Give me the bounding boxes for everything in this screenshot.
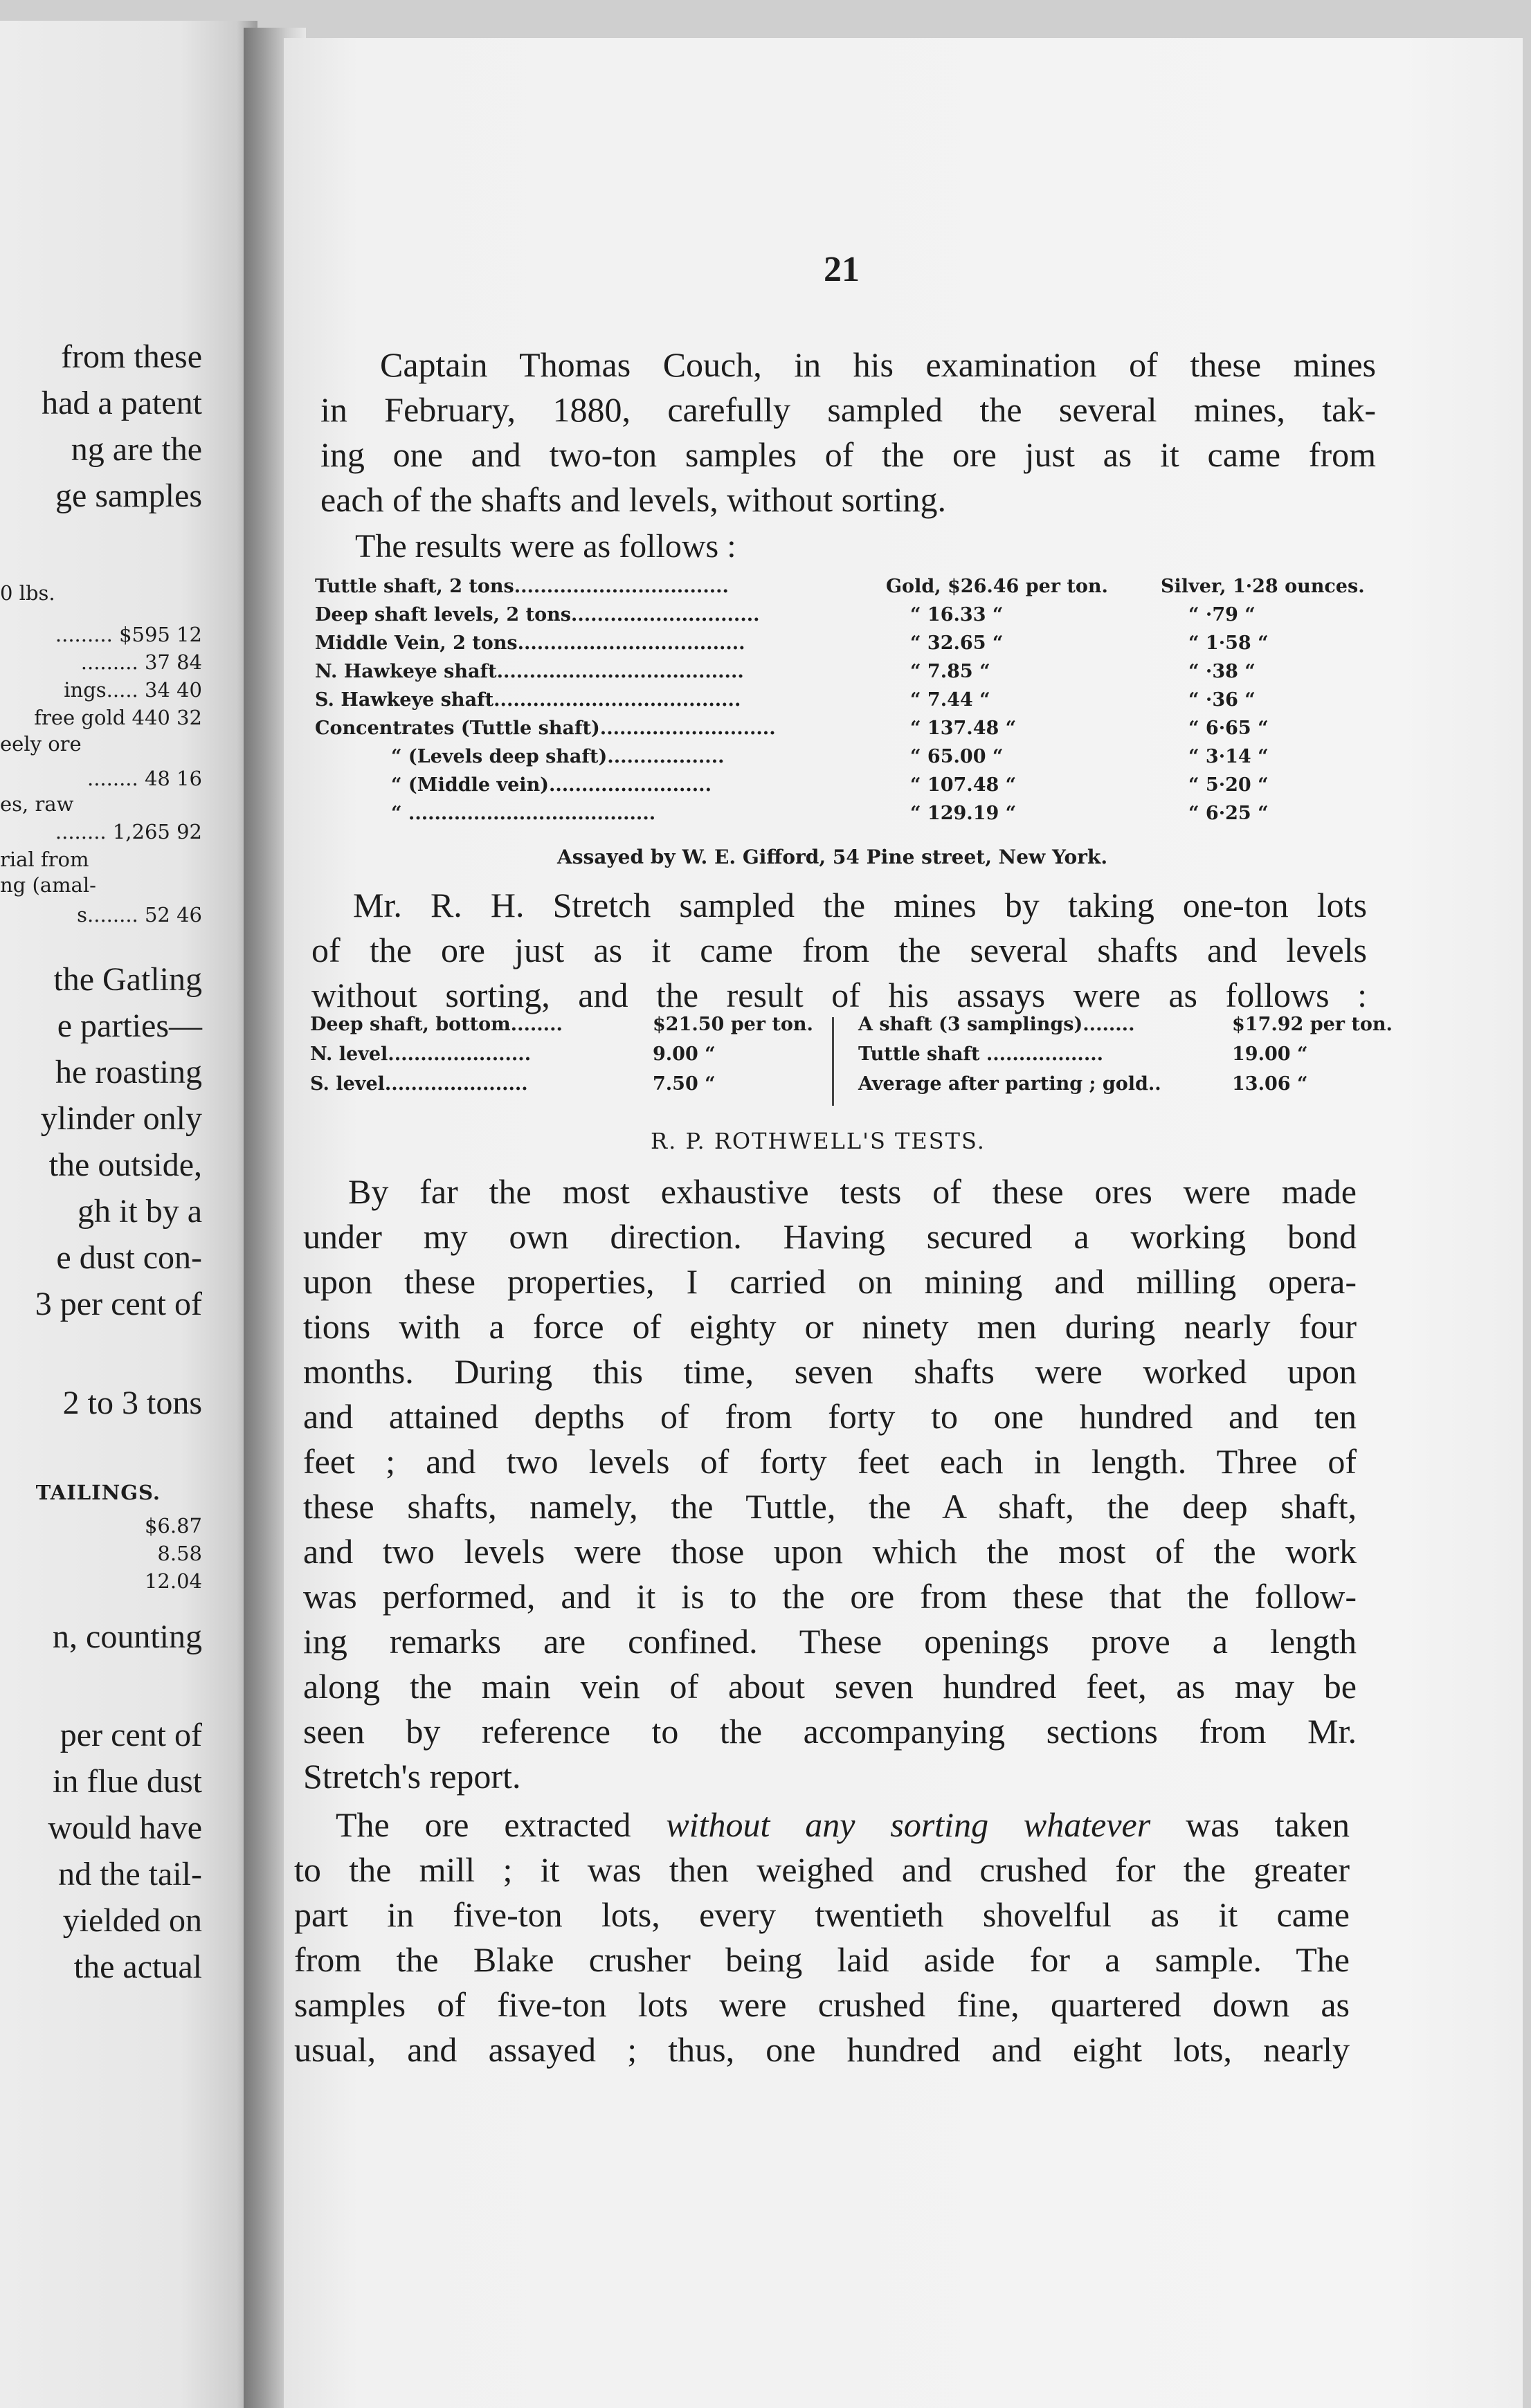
table-row [315, 689, 1381, 717]
text-line: under my own direction. Having secured a working bond [303, 1217, 1357, 1256]
left-page-line: had a patent [42, 385, 202, 421]
stretch-left-sample-name: S. level...................... [310, 1073, 528, 1095]
table-row [315, 604, 1381, 632]
column-divider [832, 1017, 834, 1106]
section-heading: R. P. ROTHWELL'S TESTS. [651, 1128, 986, 1154]
left-page-line: ings..... 34 40 [64, 678, 202, 702]
silver-value: “ ·79 “ [1188, 604, 1256, 626]
left-page-line: per cent of [60, 1717, 202, 1753]
couch-results-table [315, 576, 1381, 852]
text-line: was performed, and it is to the ore from these that the follow- [303, 1577, 1357, 1616]
table-row [315, 661, 1381, 688]
left-page-line: es, raw [0, 792, 74, 816]
sample-name: “ (Middle vein)......................... [391, 774, 712, 796]
text-line: usual, and assayed ; thus, one hundred and eight lots, nearly [294, 2030, 1350, 2069]
page-number: 21 [824, 250, 860, 289]
text-line: of the ore just as it came from the several shafts and levels [311, 931, 1367, 969]
text-line: Captain Thomas Couch, in his examination of these mines [380, 345, 1376, 384]
table-row [315, 718, 1381, 745]
left-page-line: ......... 37 84 [80, 650, 202, 674]
text-line: in February, 1880, carefully sampled the several mines, tak- [320, 390, 1376, 429]
left-page-line: free gold 440 32 [34, 706, 202, 729]
text-line: part in five-ton lots, every twentieth shovelful as it came [294, 1895, 1350, 1934]
left-page-line: ge samples [55, 477, 202, 514]
gold-value: “ 129.19 “ [910, 803, 1017, 824]
left-page-line: the actual [73, 1949, 202, 1985]
assay-caption: Assayed by W. E. Gifford, 54 Pine street, New York. [557, 846, 1108, 868]
silver-value: “ 6·65 “ [1188, 718, 1269, 739]
text-line: and two levels were those upon which the most of the work [303, 1532, 1357, 1571]
text-line: Mr. R. H. Stretch sampled the mines by taking one-ton lots [353, 886, 1367, 924]
text-line: Stretch's report. [303, 1757, 521, 1796]
stretch-right-assay-value: $17.92 per ton. [1232, 1014, 1393, 1035]
sample-name: N. Hawkeye shaft...................................... [315, 661, 744, 682]
stretch-right-sample-name: Tuttle shaft .................. [858, 1043, 1104, 1065]
stretch-right-sample-name: A shaft (3 samplings)........ [858, 1014, 1135, 1035]
text-line: feet ; and two levels of forty feet each in length. Three of [303, 1442, 1357, 1481]
sample-name: S. Hawkeye shaft...................................... [315, 689, 741, 711]
table-row [315, 576, 1381, 603]
text-line: months. During this time, seven shafts were worked upon [303, 1352, 1357, 1391]
silver-value: Silver, 1·28 ounces. [1161, 576, 1365, 597]
paragraph-stretch [311, 883, 1367, 1018]
text-line: without sorting, and the result of his assays were as follows : [311, 976, 1367, 1014]
left-page-line: 0 lbs. [0, 581, 55, 605]
text-line: along the main vein of about seven hundred feet, as may be [303, 1667, 1357, 1706]
left-page-line: he roasting [55, 1054, 202, 1091]
paragraph-ore [294, 1803, 1350, 2072]
left-page-line: ng (amal- [0, 873, 96, 897]
gold-value: “ 107.48 “ [910, 774, 1017, 796]
sample-name: Middle Vein, 2 tons................................... [315, 632, 745, 654]
paragraph-rothwell [303, 1169, 1357, 1799]
stretch-left-sample-name: Deep shaft, bottom........ [310, 1014, 563, 1035]
silver-value: “ ·36 “ [1188, 689, 1256, 711]
text-line: By far the most exhaustive tests of these ores were made [348, 1172, 1357, 1211]
left-page-line: in flue dust [53, 1763, 202, 1800]
stretch-right-sample-name: Average after parting ; gold.. [858, 1073, 1161, 1095]
left-page-line: e parties— [57, 1007, 202, 1044]
gold-value: “ 137.48 “ [910, 718, 1017, 739]
text-line: tions with a force of eighty or ninety men during nearly four [303, 1307, 1357, 1346]
left-page-line: ........ 1,265 92 [55, 820, 202, 843]
gold-value: “ 65.00 “ [910, 746, 1004, 767]
sample-name: Tuttle shaft, 2 tons................................. [315, 576, 729, 597]
left-page-line: e dust con- [56, 1239, 202, 1276]
text-line: ing one and two-ton samples of the ore just as it came from [320, 435, 1376, 474]
left-page-line: ........ 48 16 [87, 767, 202, 790]
gold-value: “ 7.85 “ [910, 661, 990, 682]
sample-name: Deep shaft levels, 2 tons............................. [315, 604, 760, 626]
sample-name: “ (Levels deep shaft).................. [391, 746, 725, 767]
silver-value: “ 5·20 “ [1188, 774, 1269, 796]
gold-value: “ 7.44 “ [910, 689, 990, 711]
silver-value: “ 3·14 “ [1188, 746, 1269, 767]
left-page-line: n, counting [53, 1618, 202, 1655]
table-row [315, 803, 1381, 830]
stretch-left-assay-value: 9.00 “ [653, 1043, 716, 1065]
stretch-left-sample-name: N. level...................... [310, 1043, 532, 1065]
left-page-line: ......... $595 12 [55, 623, 202, 646]
left-page-line: $6.87 [144, 1514, 202, 1538]
text-line: samples of five-ton lots were crushed fine, quartered down as [294, 1985, 1350, 2024]
text-line [294, 1803, 1350, 1848]
silver-value: “ ·38 “ [1188, 661, 1256, 682]
left-page-line: would have [48, 1809, 202, 1846]
left-page-line: ng are the [71, 431, 202, 468]
stretch-left-assay-value: 7.50 “ [653, 1073, 716, 1095]
left-page-line: the outside, [48, 1147, 202, 1183]
table-row [315, 746, 1381, 774]
left-page-line: 8.58 [157, 1542, 202, 1565]
sample-name: “ ...................................... [391, 803, 656, 824]
left-page-line: TAILINGS. [35, 1481, 161, 1504]
table-row [315, 632, 1381, 660]
silver-value: “ 1·58 “ [1188, 632, 1269, 654]
text-segment: The ore extracted [336, 1805, 667, 1844]
left-page-line: gh it by a [78, 1193, 202, 1230]
paragraph-couch [320, 343, 1376, 522]
stretch-right-assay-value: 13.06 “ [1232, 1073, 1308, 1095]
text-line: each of the shafts and levels, without sorting. [320, 480, 946, 519]
left-page-line: rial from [0, 848, 89, 871]
stretch-results-table [310, 1014, 1393, 1104]
results-intro: The results were as follows : [355, 528, 736, 565]
text-line: to the mill ; it was then weighed and crushed for the greater [294, 1850, 1350, 1889]
silver-value: “ 6·25 “ [1188, 803, 1269, 824]
left-page-line: eely ore [0, 732, 82, 756]
left-page-line: 3 per cent of [35, 1286, 202, 1322]
text-line: these shafts, namely, the Tuttle, the A shaft, the deep shaft, [303, 1487, 1357, 1526]
sample-name: Concentrates (Tuttle shaft)........................... [315, 718, 776, 739]
left-page-line: s........ 52 46 [77, 903, 202, 927]
text-line: ing remarks are confined. These openings prove a length [303, 1622, 1357, 1661]
gold-value: Gold, $26.46 per ton. [886, 576, 1108, 597]
stretch-left-assay-value: $21.50 per ton. [653, 1014, 813, 1035]
text-line: and attained depths of from forty to one hundred and ten [303, 1397, 1357, 1436]
left-page-line: 2 to 3 tons [62, 1385, 202, 1421]
gold-value: “ 32.65 “ [910, 632, 1004, 654]
left-page-line: yielded on [62, 1902, 202, 1939]
text-segment: was taken [1150, 1805, 1350, 1844]
gold-value: “ 16.33 “ [910, 604, 1004, 626]
left-page-line: the Gatling [53, 961, 202, 998]
left-page [0, 21, 257, 2408]
left-page-line: ylinder only [40, 1100, 202, 1137]
left-page-line: nd the tail- [58, 1856, 202, 1892]
text-line: from the Blake crusher being laid aside for a sample. The [294, 1940, 1350, 1979]
left-page-line: from these [61, 338, 202, 375]
table-row [315, 774, 1381, 802]
text-line: seen by reference to the accompanying sections from Mr. [303, 1712, 1357, 1751]
italic-phrase: without any sorting whatever [666, 1805, 1151, 1844]
text-line: upon these properties, I carried on mining and milling opera- [303, 1262, 1357, 1301]
left-page-line: 12.04 [144, 1569, 202, 1593]
stretch-right-assay-value: 19.00 “ [1232, 1043, 1308, 1065]
